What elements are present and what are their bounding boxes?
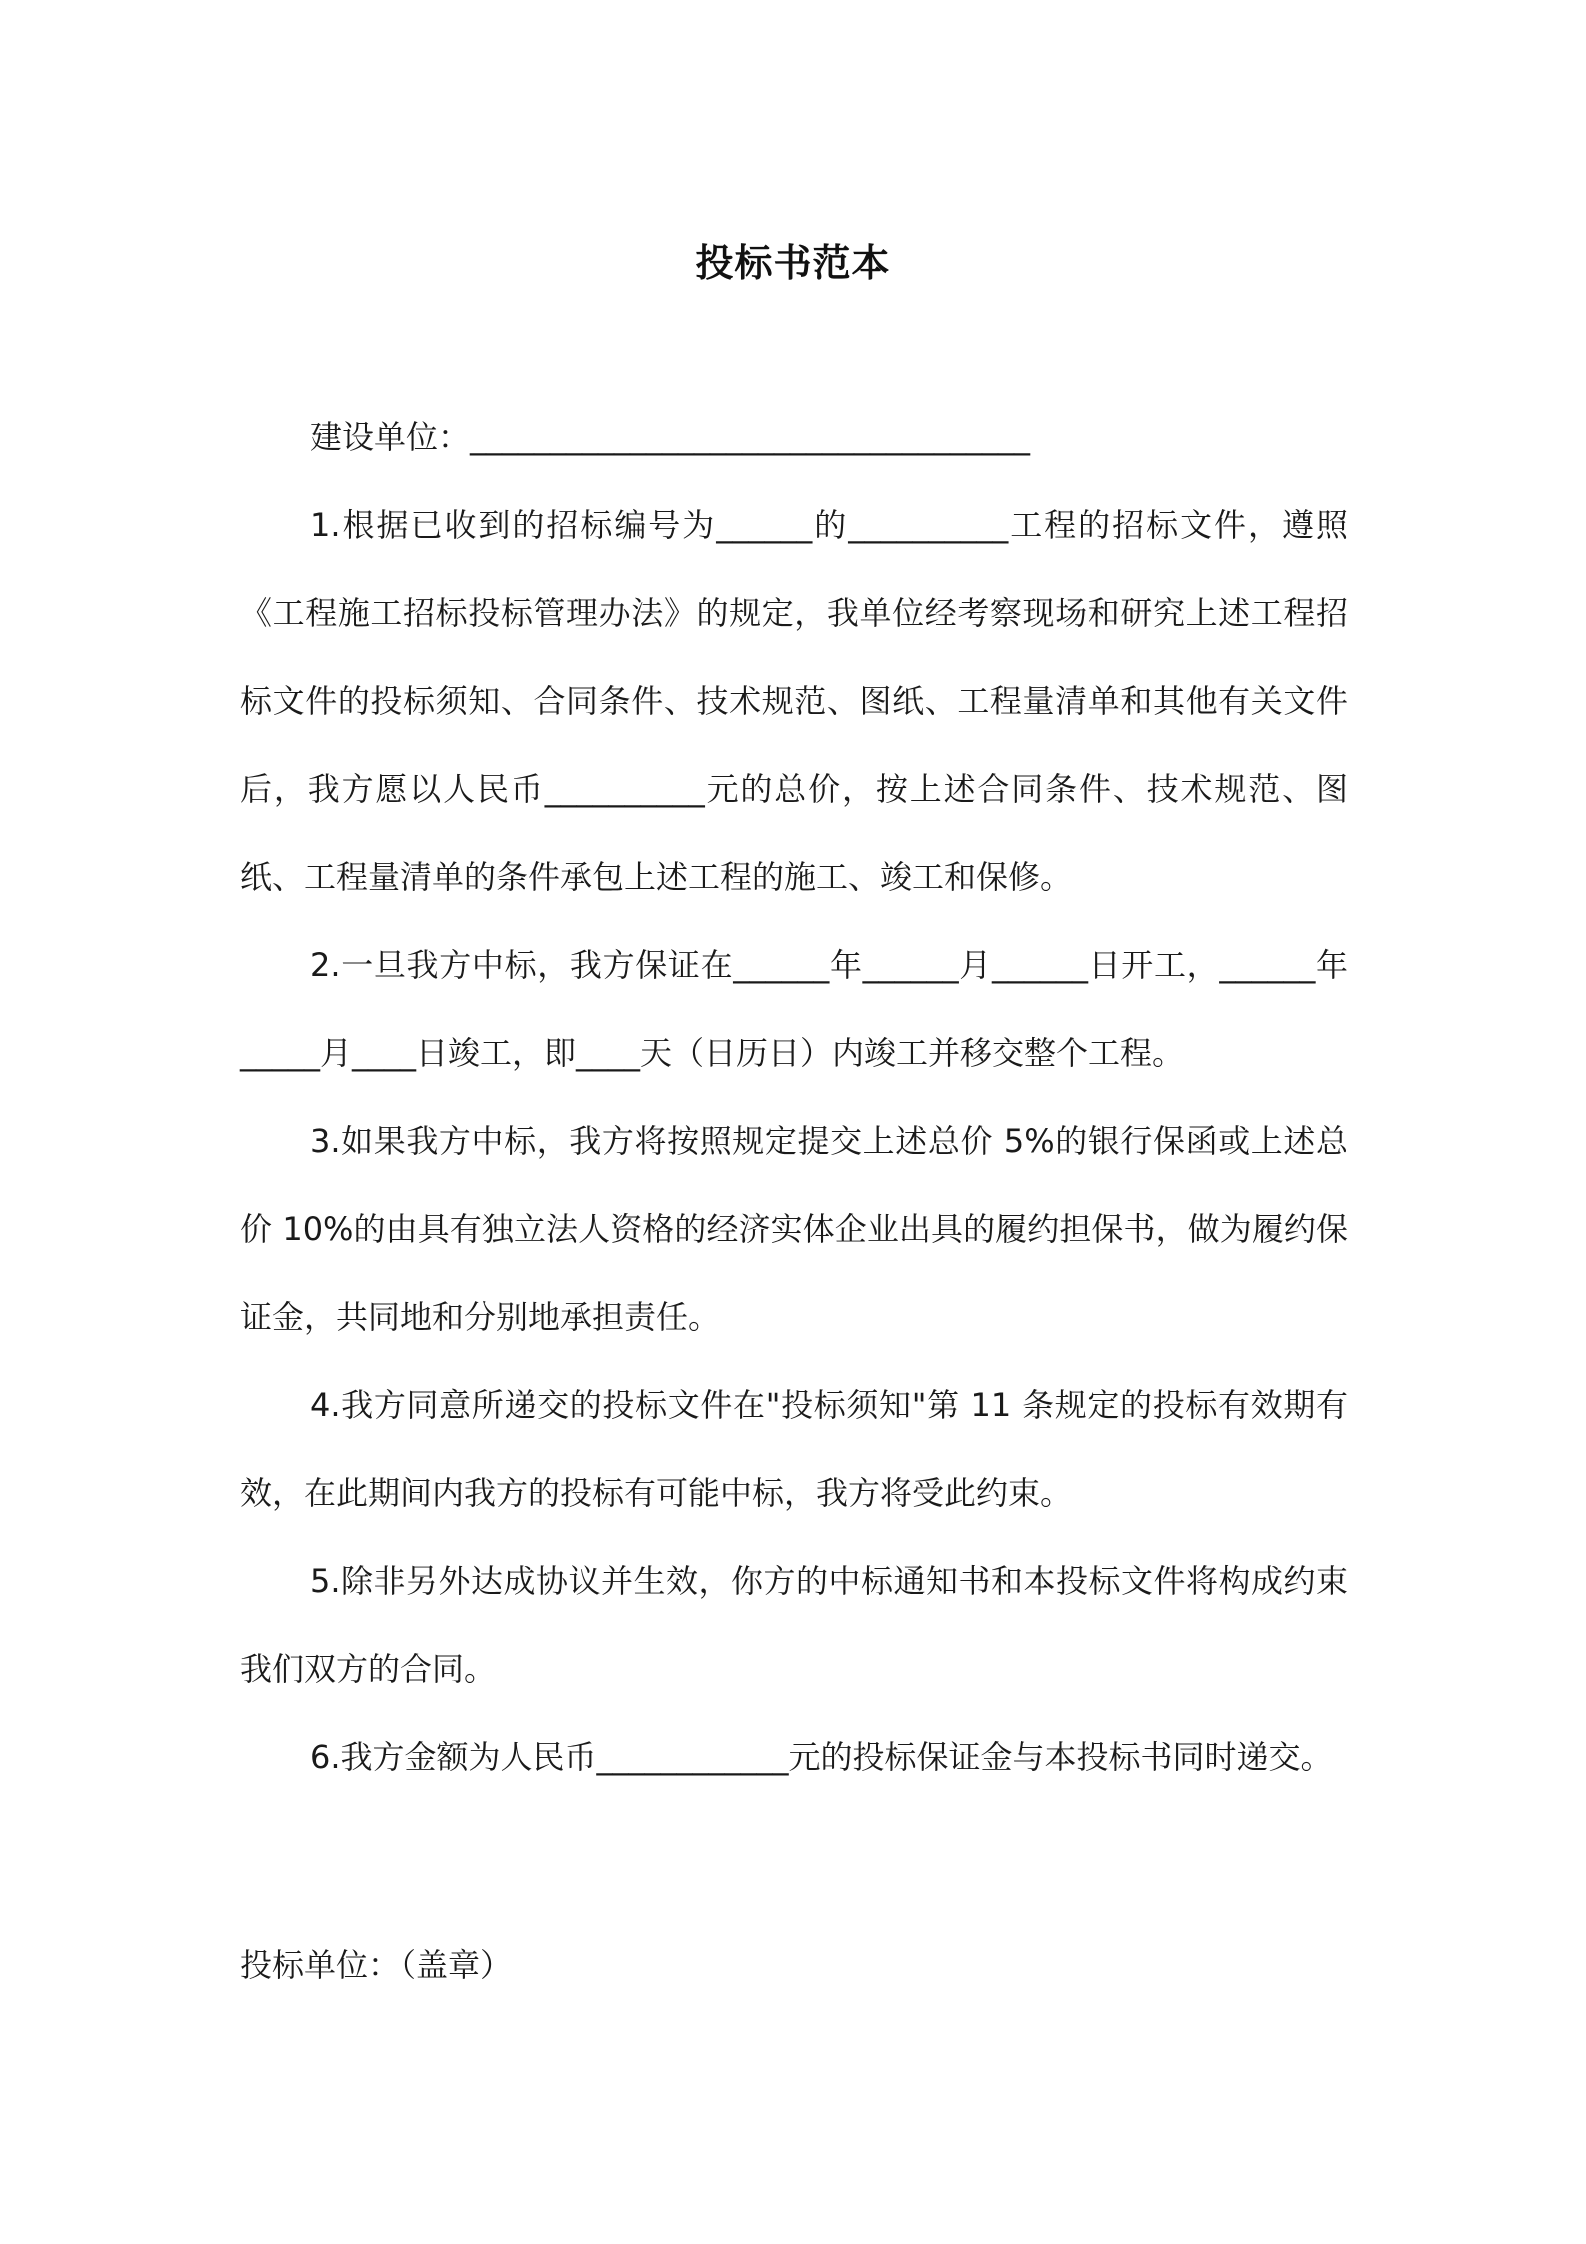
document-body <box>240 393 1348 1801</box>
signature-line: 投标单位：（盖章） <box>240 1946 513 1984</box>
paragraph-1: 1.根据已收到的招标编号为______的__________工程的招标文件，遵照《工程施工招标投标管理办法》的规定，我单位经考察现场和研究上述工程招标文件的投标须知、合同条件、技术规范、图纸、工程量清单和其他有关文件后，我方愿以人民币__________元的总价，按上述合同条件、技术规范、图纸、工程量清单的条件承包上述工程的施工、竣工和保修。 <box>240 506 1348 896</box>
paragraph-5: 5.除非另外达成协议并生效，你方的中标通知书和本投标文件将构成约束我们双方的合同。 <box>240 1562 1348 1688</box>
paragraph-3: 3.如果我方中标，我方将按照规定提交上述总价 5%的银行保函或上述总价 10%的由具有独立法人资格的经济实体企业出具的履约担保书，做为履约保证金，共同地和分别地承担责任。 <box>240 1122 1348 1336</box>
document-title: 投标书范本 <box>695 241 891 285</box>
paragraph-6: 6.我方金额为人民币____________元的投标保证金与本投标书同时递交。 <box>310 1738 1333 1776</box>
paragraph-4: 4.我方同意所递交的投标文件在"投标须知"第 11 条规定的投标有效期有效，在此期间内我方的投标有可能中标，我方将受此约束。 <box>240 1386 1348 1512</box>
employer-line: 建设单位：___________________________________ <box>310 418 1031 456</box>
paragraph-2: 2.一旦我方中标，我方保证在______年______月______日开工，______年_____月____日竣工，即____天（日历日）内竣工并移交整个工程。 <box>240 946 1348 1072</box>
